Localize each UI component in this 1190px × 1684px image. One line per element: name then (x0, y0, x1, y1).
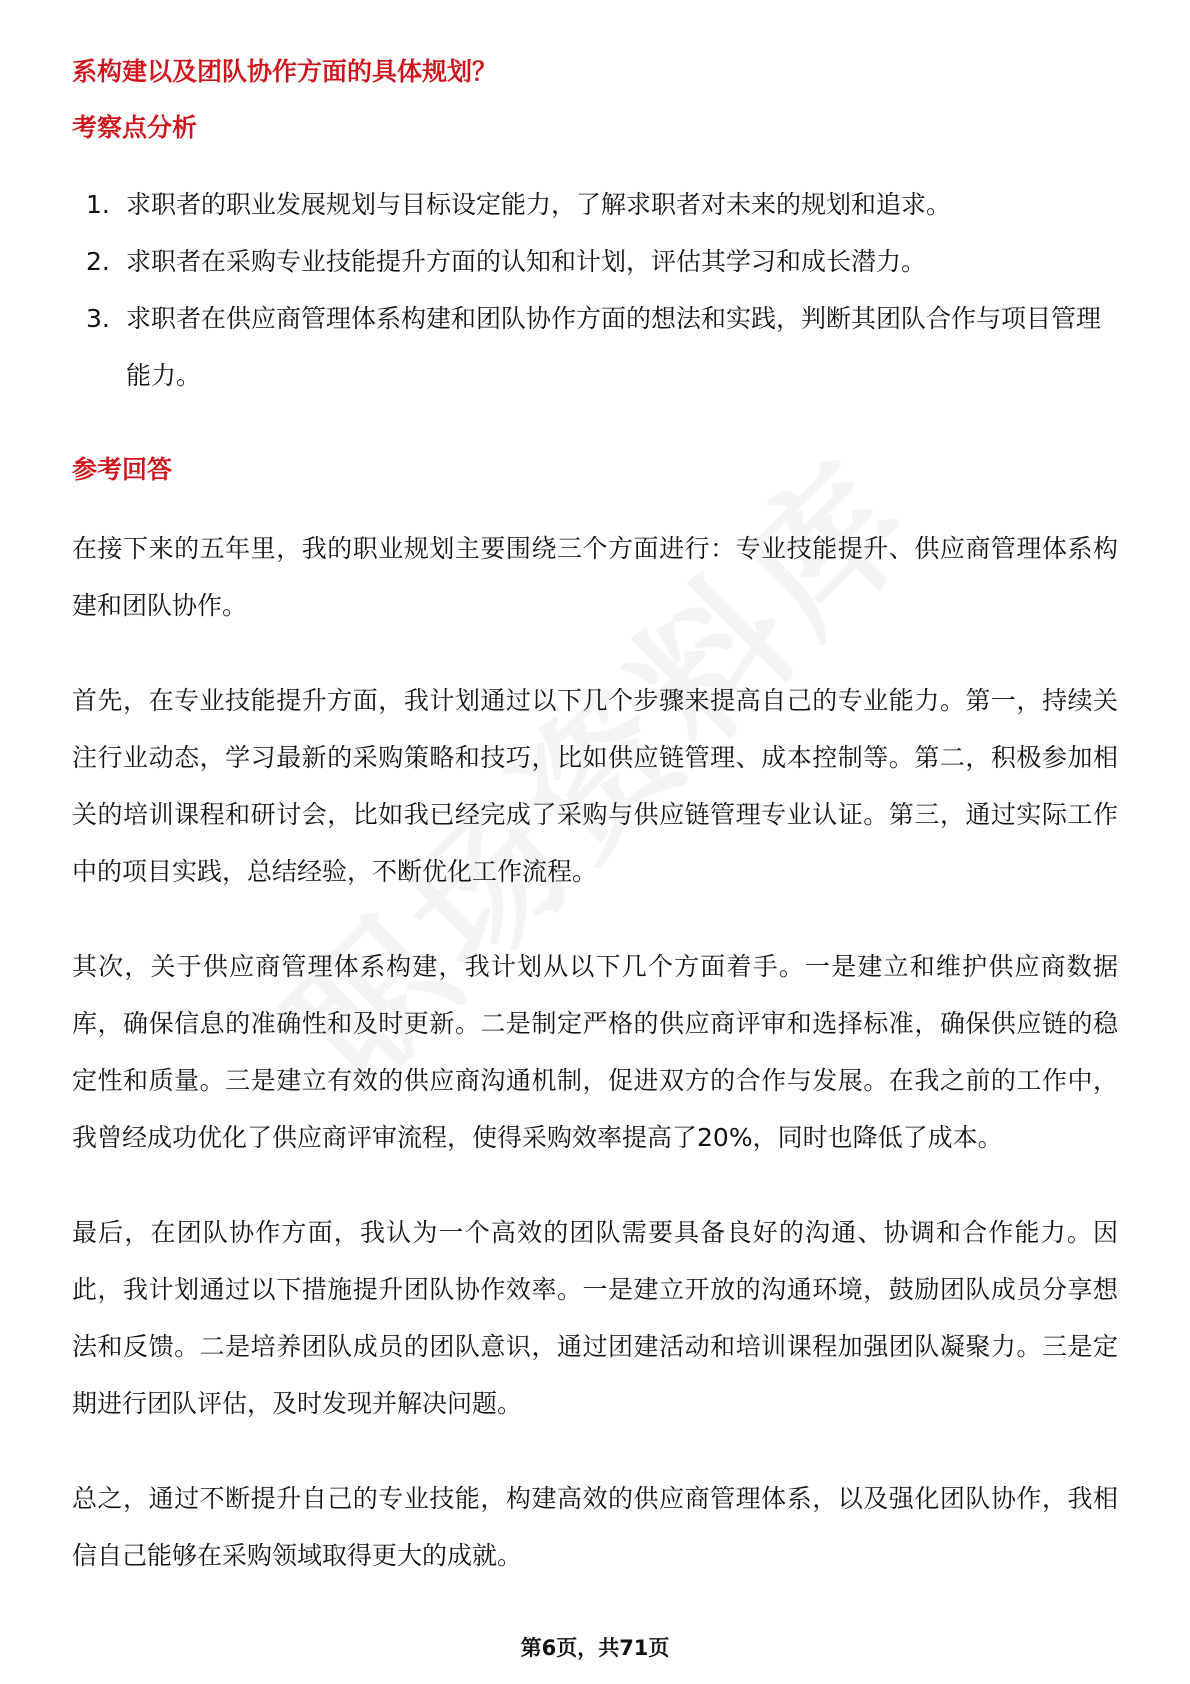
answer-paragraph: 在接下来的五年里，我的职业规划主要围绕三个方面进行：专业技能提升、供应商管理体系构建和团队协作。 (72, 534, 1118, 620)
analysis-points-list (72, 176, 1118, 404)
point-text: 求职者在采购专业技能提升方面的认知和计划，评估其学习和成长潜力。 (126, 247, 927, 276)
point-number: 3. (86, 304, 110, 333)
page-number-footer: 第6页，共71页 (520, 1636, 670, 1660)
answer-paragraph: 其次，关于供应商管理体系构建，我计划从以下几个方面着手。一是建立和维护供应商数据库，确保信息的准确性和及时更新。二是制定严格的供应商评审和选择标准，确保供应链的稳定性和质量。三是建立有效的供应商沟通机制，促进双方的合作与发展。在我之前的工作中，我曾经成功优化了供应商评审流程，使得采购效率提高了20%，同时也降低了成本。 (72, 952, 1118, 1152)
analysis-point (72, 290, 1118, 404)
answer-paragraph: 最后，在团队协作方面，我认为一个高效的团队需要具备良好的沟通、协调和合作能力。因此，我计划通过以下措施提升团队协作效率。一是建立开放的沟通环境，鼓励团队成员分享想法和反馈。二是培养团队成员的团队意识，通过团建活动和培训课程加强团队凝聚力。三是定期进行团队评估，及时发现并解决问题。 (72, 1218, 1118, 1418)
answer-heading: 参考回答 (72, 455, 173, 484)
analysis-point (72, 176, 1118, 233)
analysis-point (72, 233, 1118, 290)
answer-paragraph: 总之，通过不断提升自己的专业技能，构建高效的供应商管理体系，以及强化团队协作，我相信自己能够在采购领域取得更大的成就。 (72, 1484, 1118, 1570)
point-number: 1. (86, 190, 110, 219)
point-number: 2. (86, 247, 110, 276)
point-text: 求职者在供应商管理体系构建和团队协作方面的想法和实践，判断其团队合作与项目管理能力。 (126, 304, 1102, 390)
question-title: 系构建以及团队协作方面的具体规划？ (72, 57, 498, 86)
analysis-heading: 考察点分析 (72, 113, 198, 142)
answer-paragraph: 首先，在专业技能提升方面，我计划通过以下几个步骤来提高自己的专业能力。第一，持续关注行业动态，学习最新的采购策略和技巧，比如供应链管理、成本控制等。第二，积极参加相关的培训课程和研讨会，比如我已经完成了采购与供应链管理专业认证。第三，通过实际工作中的项目实践，总结经验，不断优化工作流程。 (72, 686, 1118, 886)
document-page (72, 44, 1118, 1584)
point-text: 求职者的职业发展规划与目标设定能力，了解求职者对未来的规划和追求。 (126, 190, 952, 219)
